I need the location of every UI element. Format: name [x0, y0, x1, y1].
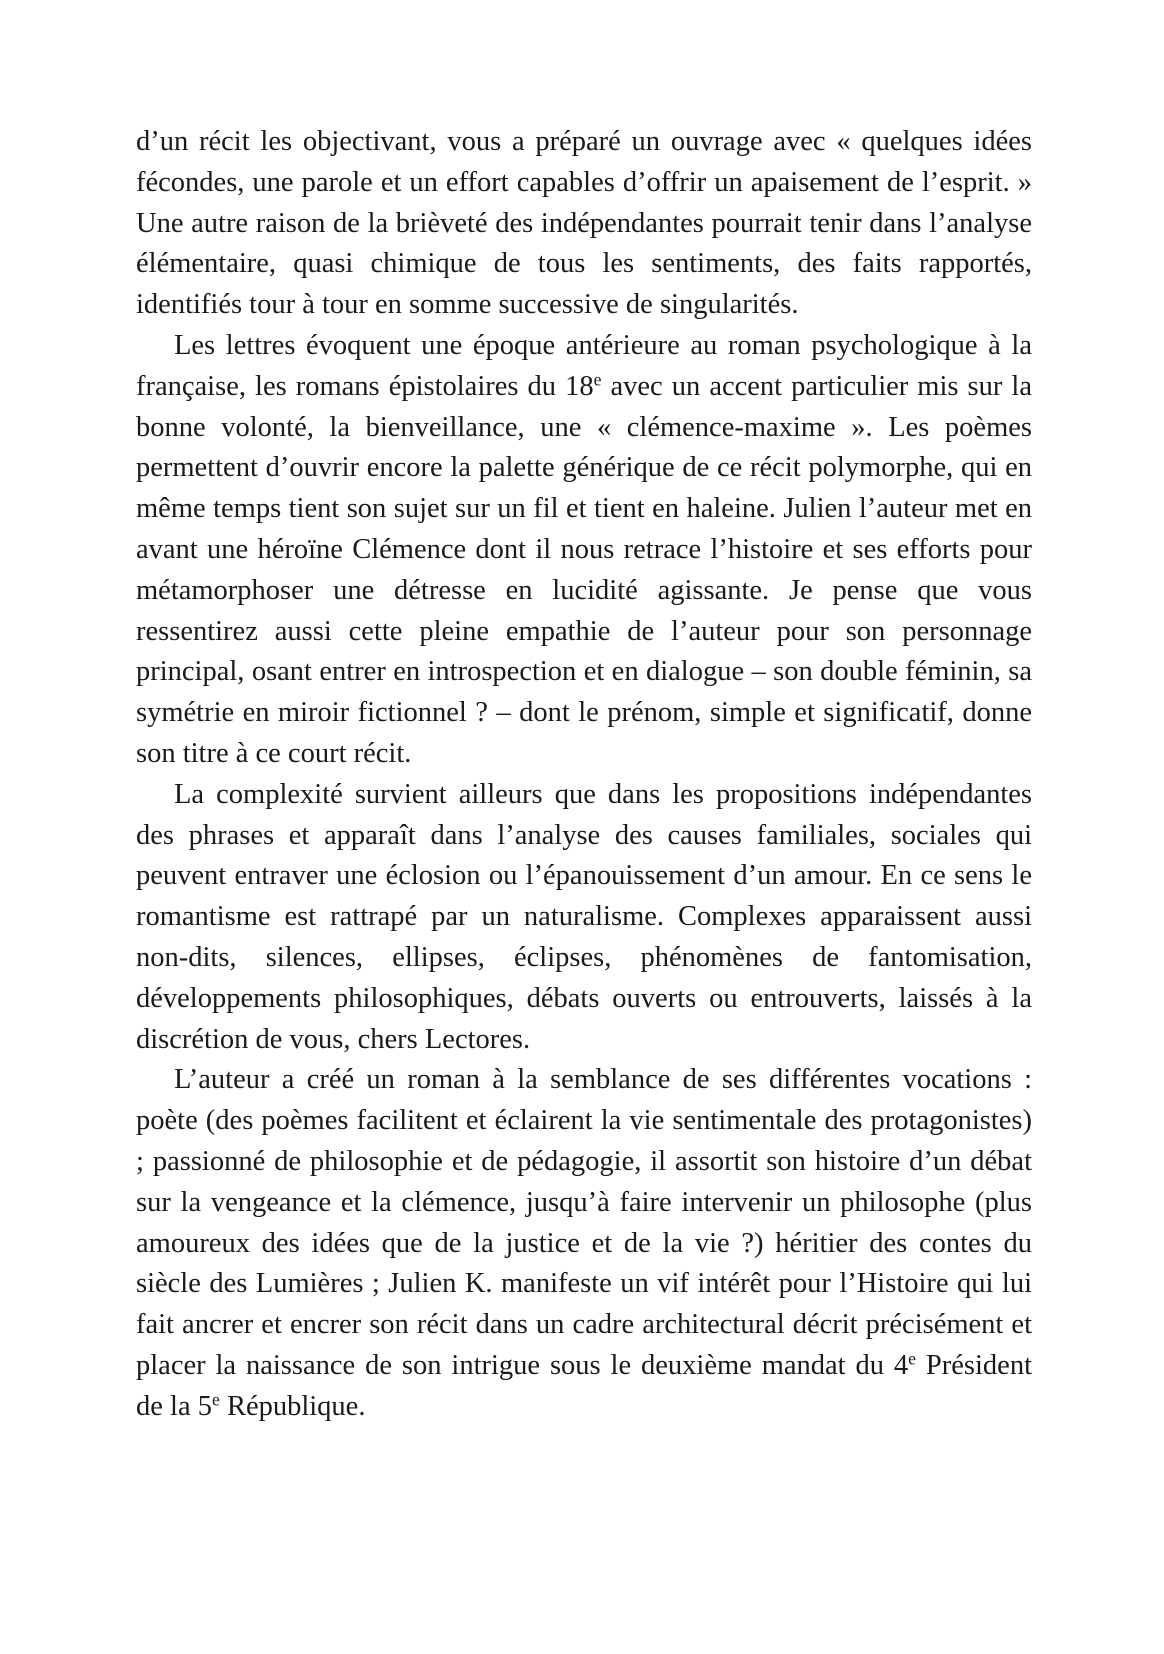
paragraph-text: avec un accent particulier mis sur la bonne volonté, la bienveillance, une « clémence-maxime ». Les poèmes permettent d’ouvrir encore la palette générique de ce récit polymorphe, qui en même temps tient son sujet sur un fil et tient en haleine. Julien l’auteur met en avant une héroïne Clémence dont il nous retrace l’histoire et ses efforts pour métamorphoser une détresse en lucidité agissante. Je pense que vous ressentirez aussi cette pleine empathie de l’auteur pour son personnage principal, osant entrer en introspection et en dialogue – son double féminin, sa symétrie en miroir fictionnel ? – dont le prénom, simple et significatif, donne son titre à ce court récit. — [136, 370, 1032, 769]
paragraph-text: Président de la 5 — [136, 1349, 1032, 1422]
paragraph-text: d’un récit les objectivant, vous a préparé un ouvrage avec « quelques idées fécondes, une parole et un effort capables d’offrir un apaisement de l’esprit. » Une autre raison de la brièveté des indépendantes pourrait tenir dans l’analyse élémentaire, quasi chimique de tous les sentiments, des faits rapportés, identifiés tour à tour en somme successive de singularités. — [136, 126, 1032, 321]
paragraph-2 — [136, 326, 1032, 775]
superscript: e — [593, 369, 602, 390]
paragraph-4 — [136, 1060, 1032, 1427]
paragraph-text: La complexité survient ailleurs que dans les propositions indépendantes des phrases et apparaît dans l’analyse des causes familiales, sociales qui peuvent entraver une éclosion ou l’épanouissement d’un amour. En ce sens le romantisme est rattrapé par un naturalisme. Complexes apparaissent aussi non-dits, silences, ellipses, éclipses, phénomènes de fantomisation, développements philosophiques, débats ouverts ou entrouverts, laissés à la discrétion de vous, chers Lectores. — [136, 778, 1032, 1055]
document-page — [136, 122, 1032, 1428]
superscript: e — [908, 1348, 917, 1369]
paragraph-3 — [136, 775, 1032, 1061]
paragraph-text: Les lettres évoquent une époque antérieure au roman psychologique à la française, les romans épistolaires du 18 — [136, 329, 1032, 402]
paragraph-1 — [136, 122, 1032, 326]
paragraph-text: République. — [219, 1390, 366, 1422]
paragraph-text: L’auteur a créé un roman à la semblance de ses différentes vocations : poète (des poèmes facilitent et éclairent la vie sentimentale des protagonistes) ; passionné de philosophie et de pédagogie, il assortit son histoire d’un débat sur la vengeance et la clémence, jusqu’à faire intervenir un philosophe (plus amoureux des idées que de la justice et de la vie ?) héritier des contes du siècle des Lumières ; Julien K. manifeste un vif intérêt pour l’Histoire qui lui fait ancrer et encrer son récit dans un cadre architectural décrit précisément et placer la naissance de son intrigue sous le deuxième mandat du 4 — [136, 1064, 1032, 1381]
superscript: e — [211, 1389, 220, 1409]
